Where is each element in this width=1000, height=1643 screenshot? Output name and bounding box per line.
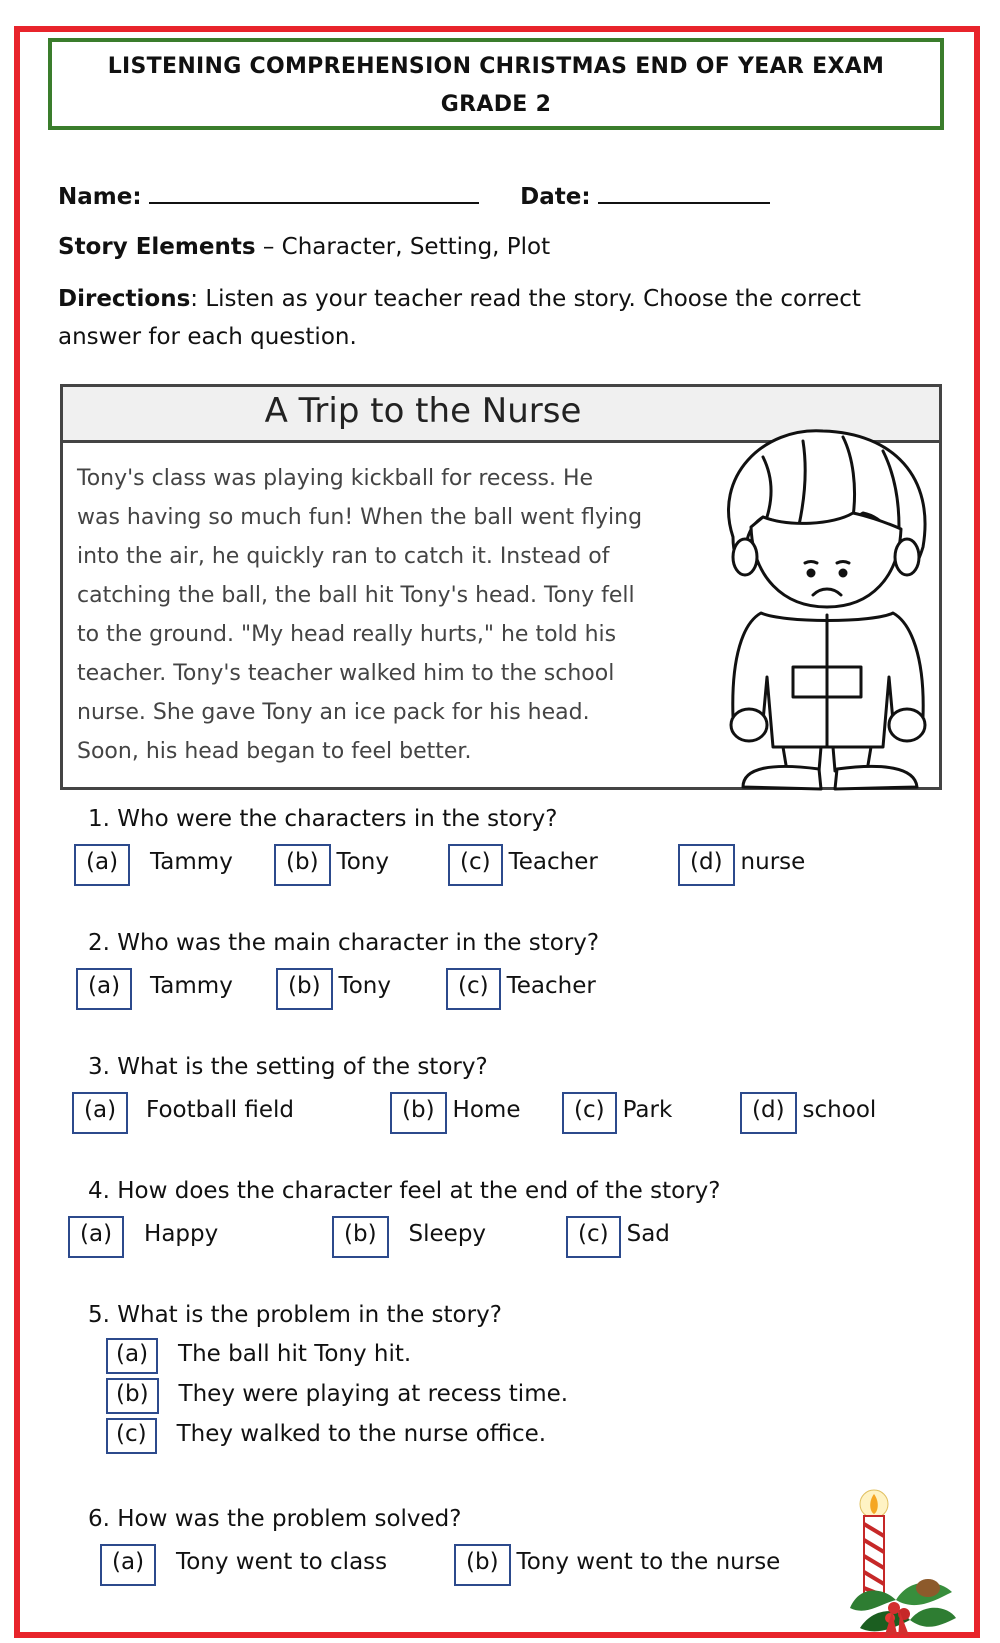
date-label: Date: xyxy=(520,184,591,210)
story-line: Soon, his head began to feel better. xyxy=(77,739,472,764)
question-1: 1. Who were the characters in the story? xyxy=(88,806,558,832)
name-field[interactable] xyxy=(149,182,479,204)
option-letter[interactable]: (a) xyxy=(72,1092,128,1134)
directions-line-2: answer for each question. xyxy=(58,324,357,350)
option-letter[interactable]: (b) xyxy=(390,1092,447,1134)
option-text: Tammy xyxy=(150,973,233,999)
option-text: They were playing at recess time. xyxy=(178,1381,569,1407)
option-text: nurse xyxy=(740,849,806,875)
option-text: Football field xyxy=(146,1097,295,1123)
story-line: catching the ball, the ball hit Tony's head. Tony fell xyxy=(77,583,635,608)
question-6: 6. How was the problem solved? xyxy=(88,1506,462,1532)
directions-label: Directions xyxy=(58,286,191,312)
question-3: 3. What is the setting of the story? xyxy=(88,1054,488,1080)
option-letter[interactable]: (b) xyxy=(276,968,333,1010)
option-text: Tony xyxy=(338,973,391,999)
name-label: Name: xyxy=(58,184,142,210)
q3-option-d[interactable] xyxy=(740,1092,876,1134)
q1-option-b[interactable] xyxy=(274,844,389,886)
q2-option-b[interactable] xyxy=(276,968,391,1010)
option-text: Home xyxy=(452,1097,521,1123)
directions-line-1 xyxy=(58,286,861,312)
q3-option-c[interactable] xyxy=(562,1092,672,1134)
q6-option-b[interactable] xyxy=(454,1544,780,1586)
exam-title-box xyxy=(48,38,944,130)
option-letter[interactable]: (a) xyxy=(106,1338,158,1374)
option-text: Tony went to the nurse xyxy=(516,1549,781,1575)
option-text: Tammy xyxy=(150,849,233,875)
q4-option-a[interactable] xyxy=(68,1216,218,1258)
option-text: The ball hit Tony hit. xyxy=(178,1341,412,1367)
story-elements-text: – Character, Setting, Plot xyxy=(255,234,551,260)
question-4: 4. How does the character feel at the end of the story? xyxy=(88,1178,721,1204)
option-text: Tony went to class xyxy=(176,1549,388,1575)
option-text: school xyxy=(802,1097,877,1123)
story-elements-label: Story Elements xyxy=(58,234,256,260)
exam-grade: GRADE 2 xyxy=(440,92,552,117)
story-box xyxy=(60,384,942,790)
option-text: Happy xyxy=(144,1221,219,1247)
option-letter[interactable]: (d) xyxy=(678,844,735,886)
story-elements-line xyxy=(58,234,550,260)
option-letter[interactable]: (b) xyxy=(274,844,331,886)
q1-option-a[interactable] xyxy=(74,844,233,886)
option-letter[interactable]: (c) xyxy=(562,1092,617,1134)
question-5: 5. What is the problem in the story? xyxy=(88,1302,502,1328)
option-letter[interactable]: (a) xyxy=(68,1216,124,1258)
option-text: Sleepy xyxy=(408,1221,487,1247)
option-text: Park xyxy=(622,1097,673,1123)
q4-option-b[interactable] xyxy=(332,1216,486,1258)
option-letter[interactable]: (b) xyxy=(332,1216,389,1258)
story-line: teacher. Tony's teacher walked him to the school xyxy=(77,661,615,686)
option-letter[interactable]: (a) xyxy=(74,844,130,886)
option-letter[interactable]: (c) xyxy=(106,1418,157,1454)
option-letter[interactable]: (c) xyxy=(446,968,501,1010)
q4-option-c[interactable] xyxy=(566,1216,670,1258)
option-letter[interactable]: (a) xyxy=(100,1544,156,1586)
q1-option-c[interactable] xyxy=(448,844,598,886)
q5-option-c[interactable] xyxy=(106,1418,546,1454)
directions-text: : Listen as your teacher read the story. Choose the correct xyxy=(190,286,861,312)
q5-option-b[interactable] xyxy=(106,1378,568,1414)
story-line: nurse. She gave Tony an ice pack for his head. xyxy=(77,700,590,725)
exam-title: LISTENING COMPREHENSION CHRISTMAS END OF YEAR EXAM xyxy=(107,54,885,79)
q1-option-d[interactable] xyxy=(678,844,805,886)
date-field[interactable] xyxy=(598,182,770,204)
story-line: into the air, he quickly ran to catch it. Instead of xyxy=(77,544,610,569)
q2-option-a[interactable] xyxy=(76,968,233,1010)
q2-option-c[interactable] xyxy=(446,968,596,1010)
story-line: Tony's class was playing kickball for recess. He xyxy=(77,466,594,491)
option-letter[interactable]: (a) xyxy=(76,968,132,1010)
story-text xyxy=(77,459,697,771)
story-line: to the ground. "My head really hurts," he told his xyxy=(77,622,617,647)
option-text: Teacher xyxy=(506,973,596,999)
christmas-candle-icon xyxy=(840,1488,960,1638)
story-title: A Trip to the Nurse xyxy=(264,391,582,431)
question-2: 2. Who was the main character in the story? xyxy=(88,930,600,956)
q3-option-b[interactable] xyxy=(390,1092,520,1134)
sad-boy-icon xyxy=(703,417,943,793)
option-letter[interactable]: (c) xyxy=(448,844,503,886)
q5-option-a[interactable] xyxy=(106,1338,411,1374)
name-date-row xyxy=(58,182,770,210)
q6-option-a[interactable] xyxy=(100,1544,387,1586)
story-line: was having so much fun! When the ball went flying xyxy=(77,505,643,530)
option-letter[interactable]: (d) xyxy=(740,1092,797,1134)
option-letter[interactable]: (b) xyxy=(106,1378,159,1414)
option-text: Teacher xyxy=(508,849,598,875)
option-letter[interactable]: (b) xyxy=(454,1544,511,1586)
option-text: Sad xyxy=(626,1221,670,1247)
option-text: They walked to the nurse office. xyxy=(176,1421,547,1447)
option-text: Tony xyxy=(336,849,389,875)
q3-option-a[interactable] xyxy=(72,1092,294,1134)
option-letter[interactable]: (c) xyxy=(566,1216,621,1258)
